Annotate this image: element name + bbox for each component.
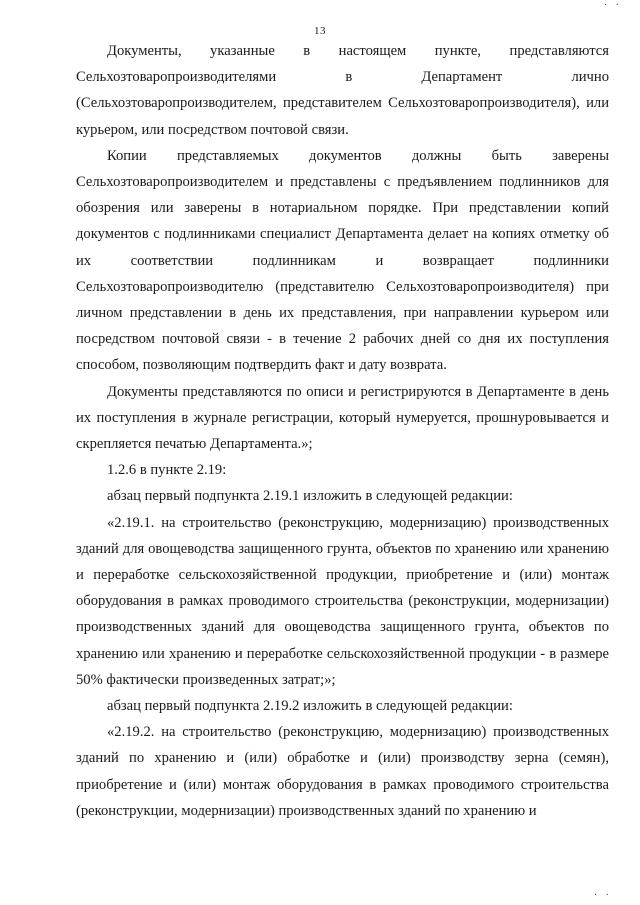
paragraph-subitem-2-19-2-text: «2.19.2. на строительство (реконструкцию, модернизацию) производственных зданий по хранению и (или) обработке и (или) производству зерна (семян), приобретение и (или) монтаж оборудования в рамках проводимого строительства (реконструкции, модернизации) производственных зданий по хранению и (76, 724, 609, 819)
paragraph-registration: Документы представляются по описи и регистрируются в Департаменте в день их поступления в журнале регистрации, который нумеруется, прошнуровывается и скрепляется печатью Департамента.»; (76, 383, 609, 453)
scan-corner-mark-bottom: · · (593, 890, 612, 901)
paragraph-subitem-2-19-2-intro: абзац первый подпункта 2.19.2 изложить в следующей редакции: (107, 698, 513, 715)
scan-corner-mark-top: · · (603, 0, 622, 11)
page-number: 13 (314, 25, 326, 37)
paragraph-item-1-2-6: 1.2.6 в пункте 2.19: (107, 462, 227, 479)
paragraph-subitem-2-19-1-intro: абзац первый подпункта 2.19.1 изложить в следующей редакции: (107, 488, 513, 505)
paragraph-documents-submission: Документы, указанные в настоящем пункте, представляются Сельхозтоваропроизводителями в Департамент лично (Сельхозтоваропроизводителем, представителем Сельхозтоваропроизводителя), или курьером, или посредством почтовой связи. (76, 43, 609, 138)
paragraph-copies-certification: Копии представляемых документов должны быть заверены Сельхозтоваропроизводителем и представлены с предъявлением подлинников для обозрения или заверены в нотариальном порядке. При представлении копий документов с подлинниками специалист Департамента делает на копиях отметку об их соответствии подлинникам и возвращает подлинники Сельхозтоваропроизводителю (представителю Сельхозтоваропроизводителя) при личном представлении в день их представления, при направлении курьером или посредством почтовой связи - в течение 2 рабочих дней со дня их поступления способом, позволяющим подтвердить факт и дату возврата. (76, 147, 609, 374)
document-body (76, 38, 609, 824)
paragraph-subitem-2-19-1-text: «2.19.1. на строительство (реконструкцию, модернизацию) производственных зданий для овощеводства защищенного грунта, объектов по хранению или хранению и переработке сельскохозяйственной продукции, приобретение и (или) монтаж оборудования в рамках проводимого строительства (реконструкции, модернизации) производственных зданий для овощеводства защищенного грунта, объектов по хранению или хранению и переработке сельскохозяйственной продукции - в размере 50% фактически произведенных затрат;»; (76, 514, 609, 688)
